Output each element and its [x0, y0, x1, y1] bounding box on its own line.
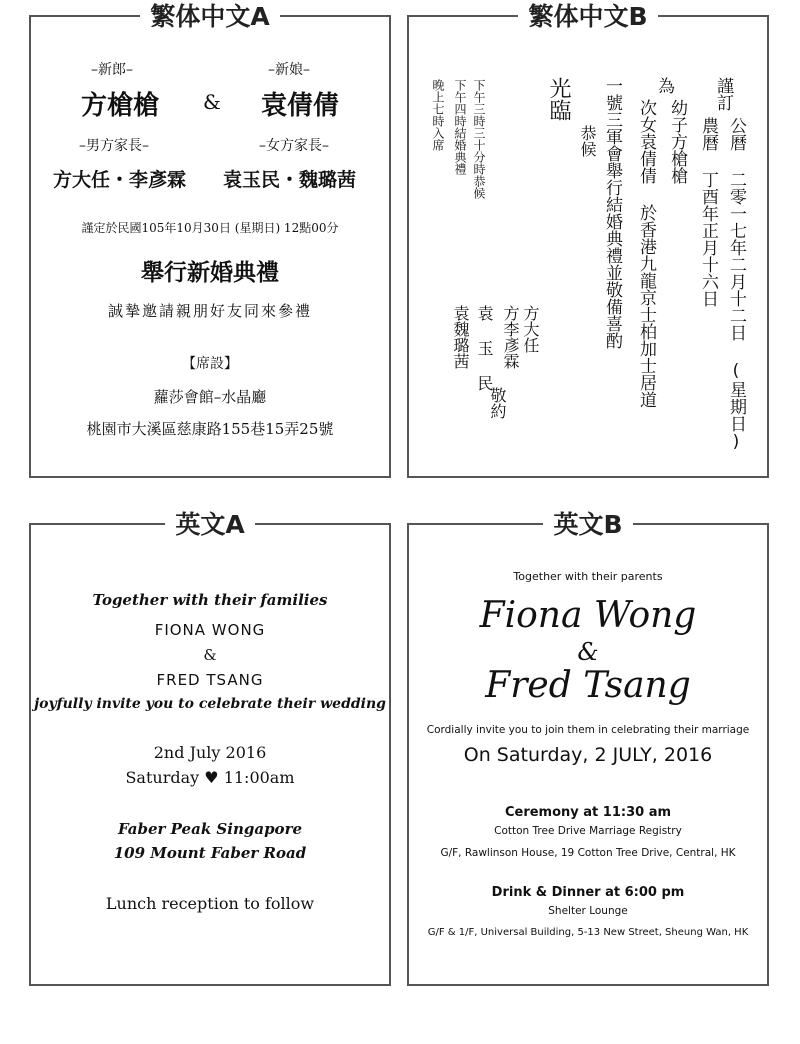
vertical-col-2: 公曆 二零一七年二月十二日 (星期日)	[726, 117, 746, 452]
ceremony-heading: Ceremony at 11:30 am	[504, 805, 672, 820]
card-title: 繁体中文A	[140, 2, 279, 31]
bride-name: 袁倩倩	[261, 91, 340, 121]
venue-label: 【席設】	[182, 356, 238, 372]
card-title: 繁体中文B	[518, 2, 657, 31]
card-english-a	[29, 510, 391, 986]
parents-line: Together with their parents	[513, 570, 663, 583]
vertical-col-13: 袁魏璐茜	[451, 305, 470, 369]
vertical-col-7: 一號三軍會舉行結婚典禮並敬備喜酌	[602, 77, 622, 349]
card-title: 英文B	[543, 510, 632, 539]
vertical-col-5: 幼子方槍槍	[667, 99, 687, 184]
vertical-col-10: 方大任	[521, 305, 540, 353]
vertical-col-15: 下午四時結婚典禮	[453, 79, 467, 175]
invite-line: Cordially invite you to join them in celebrating their marriage	[426, 724, 750, 736]
groom-label: –新郎–	[91, 62, 133, 78]
bride-name: FIONA WONG	[154, 621, 266, 639]
vertical-col-4: 為	[654, 77, 674, 94]
ampersand: &	[203, 90, 221, 114]
groom-parents: 方大任・李彥霖	[53, 169, 187, 191]
vertical-col-9: 光臨	[546, 77, 571, 121]
dinner-venue: Shelter Lounge	[548, 905, 628, 917]
vertical-col-12: 袁 玉 民	[475, 305, 494, 391]
ceremony-line: 舉行新婚典禮	[141, 259, 279, 286]
vertical-col-14: 下午三時三十分時恭候	[472, 79, 486, 199]
date-line: On Saturday, 2 JULY, 2016	[463, 744, 713, 766]
vertical-col-11: 方李彥霖	[501, 305, 520, 369]
vertical-col-3: 農曆 丁酉年正月十六日	[698, 117, 718, 307]
invite-line: 誠摯邀請親朋好友同來參禮	[107, 302, 312, 320]
groom-name: FRED TSANG	[156, 671, 264, 689]
dinner-address: G/F & 1/F, Universal Building, 5-13 New Street, Sheung Wan, HK	[427, 927, 749, 938]
card-english-b	[407, 510, 769, 986]
ampersand-script: &	[577, 638, 599, 666]
dinner-heading: Drink & Dinner at 6:00 pm	[491, 885, 685, 900]
date-line: 2nd July 2016	[153, 743, 267, 762]
ceremony-address: G/F, Rawlinson House, 19 Cotton Tree Drive, Central, HK	[440, 847, 736, 859]
bride-label: –新娘–	[268, 62, 310, 78]
date-line: 謹定於民國105年10月30日 (星期日) 12點00分	[81, 221, 339, 235]
families-line: Together with their families	[92, 591, 328, 609]
vertical-col-12b: 敬約	[488, 387, 507, 419]
card-title: 英文A	[165, 510, 254, 539]
ceremony-venue: Cotton Tree Drive Marriage Registry	[494, 825, 682, 837]
bride-name-script: Fiona Wong	[479, 595, 697, 636]
vertical-col-1: 謹訂	[713, 77, 733, 111]
vertical-col-6: 次女袁倩倩 於香港九龍京士柏加士居道	[636, 99, 656, 408]
bride-parents-label: –女方家長–	[259, 138, 329, 154]
reception-line: Lunch reception to follow	[105, 894, 315, 913]
card-chinese-a	[29, 2, 391, 478]
invite-line: joyfully invite you to celebrate their wedding	[34, 696, 386, 712]
time-line: Saturday ♥ 11:00am	[125, 768, 295, 787]
groom-name-script: Fred Tsang	[485, 665, 691, 706]
venue-name: Faber Peak Singapore	[117, 820, 303, 838]
venue-address: 109 Mount Faber Road	[113, 844, 307, 862]
groom-parents-label: –男方家長–	[79, 138, 149, 154]
ampersand: &	[203, 646, 217, 664]
vertical-col-8: 恭候	[578, 125, 597, 157]
venue-address: 桃園市大溪區慈康路155巷15弄25號	[86, 420, 334, 438]
card-chinese-b	[407, 2, 769, 478]
groom-name: 方槍槍	[81, 91, 160, 121]
venue-name: 蘿莎會館–水晶廳	[153, 388, 267, 406]
vertical-col-16: 晚上七時入席	[431, 79, 445, 151]
bride-parents: 袁玉民・魏璐茜	[223, 169, 357, 191]
